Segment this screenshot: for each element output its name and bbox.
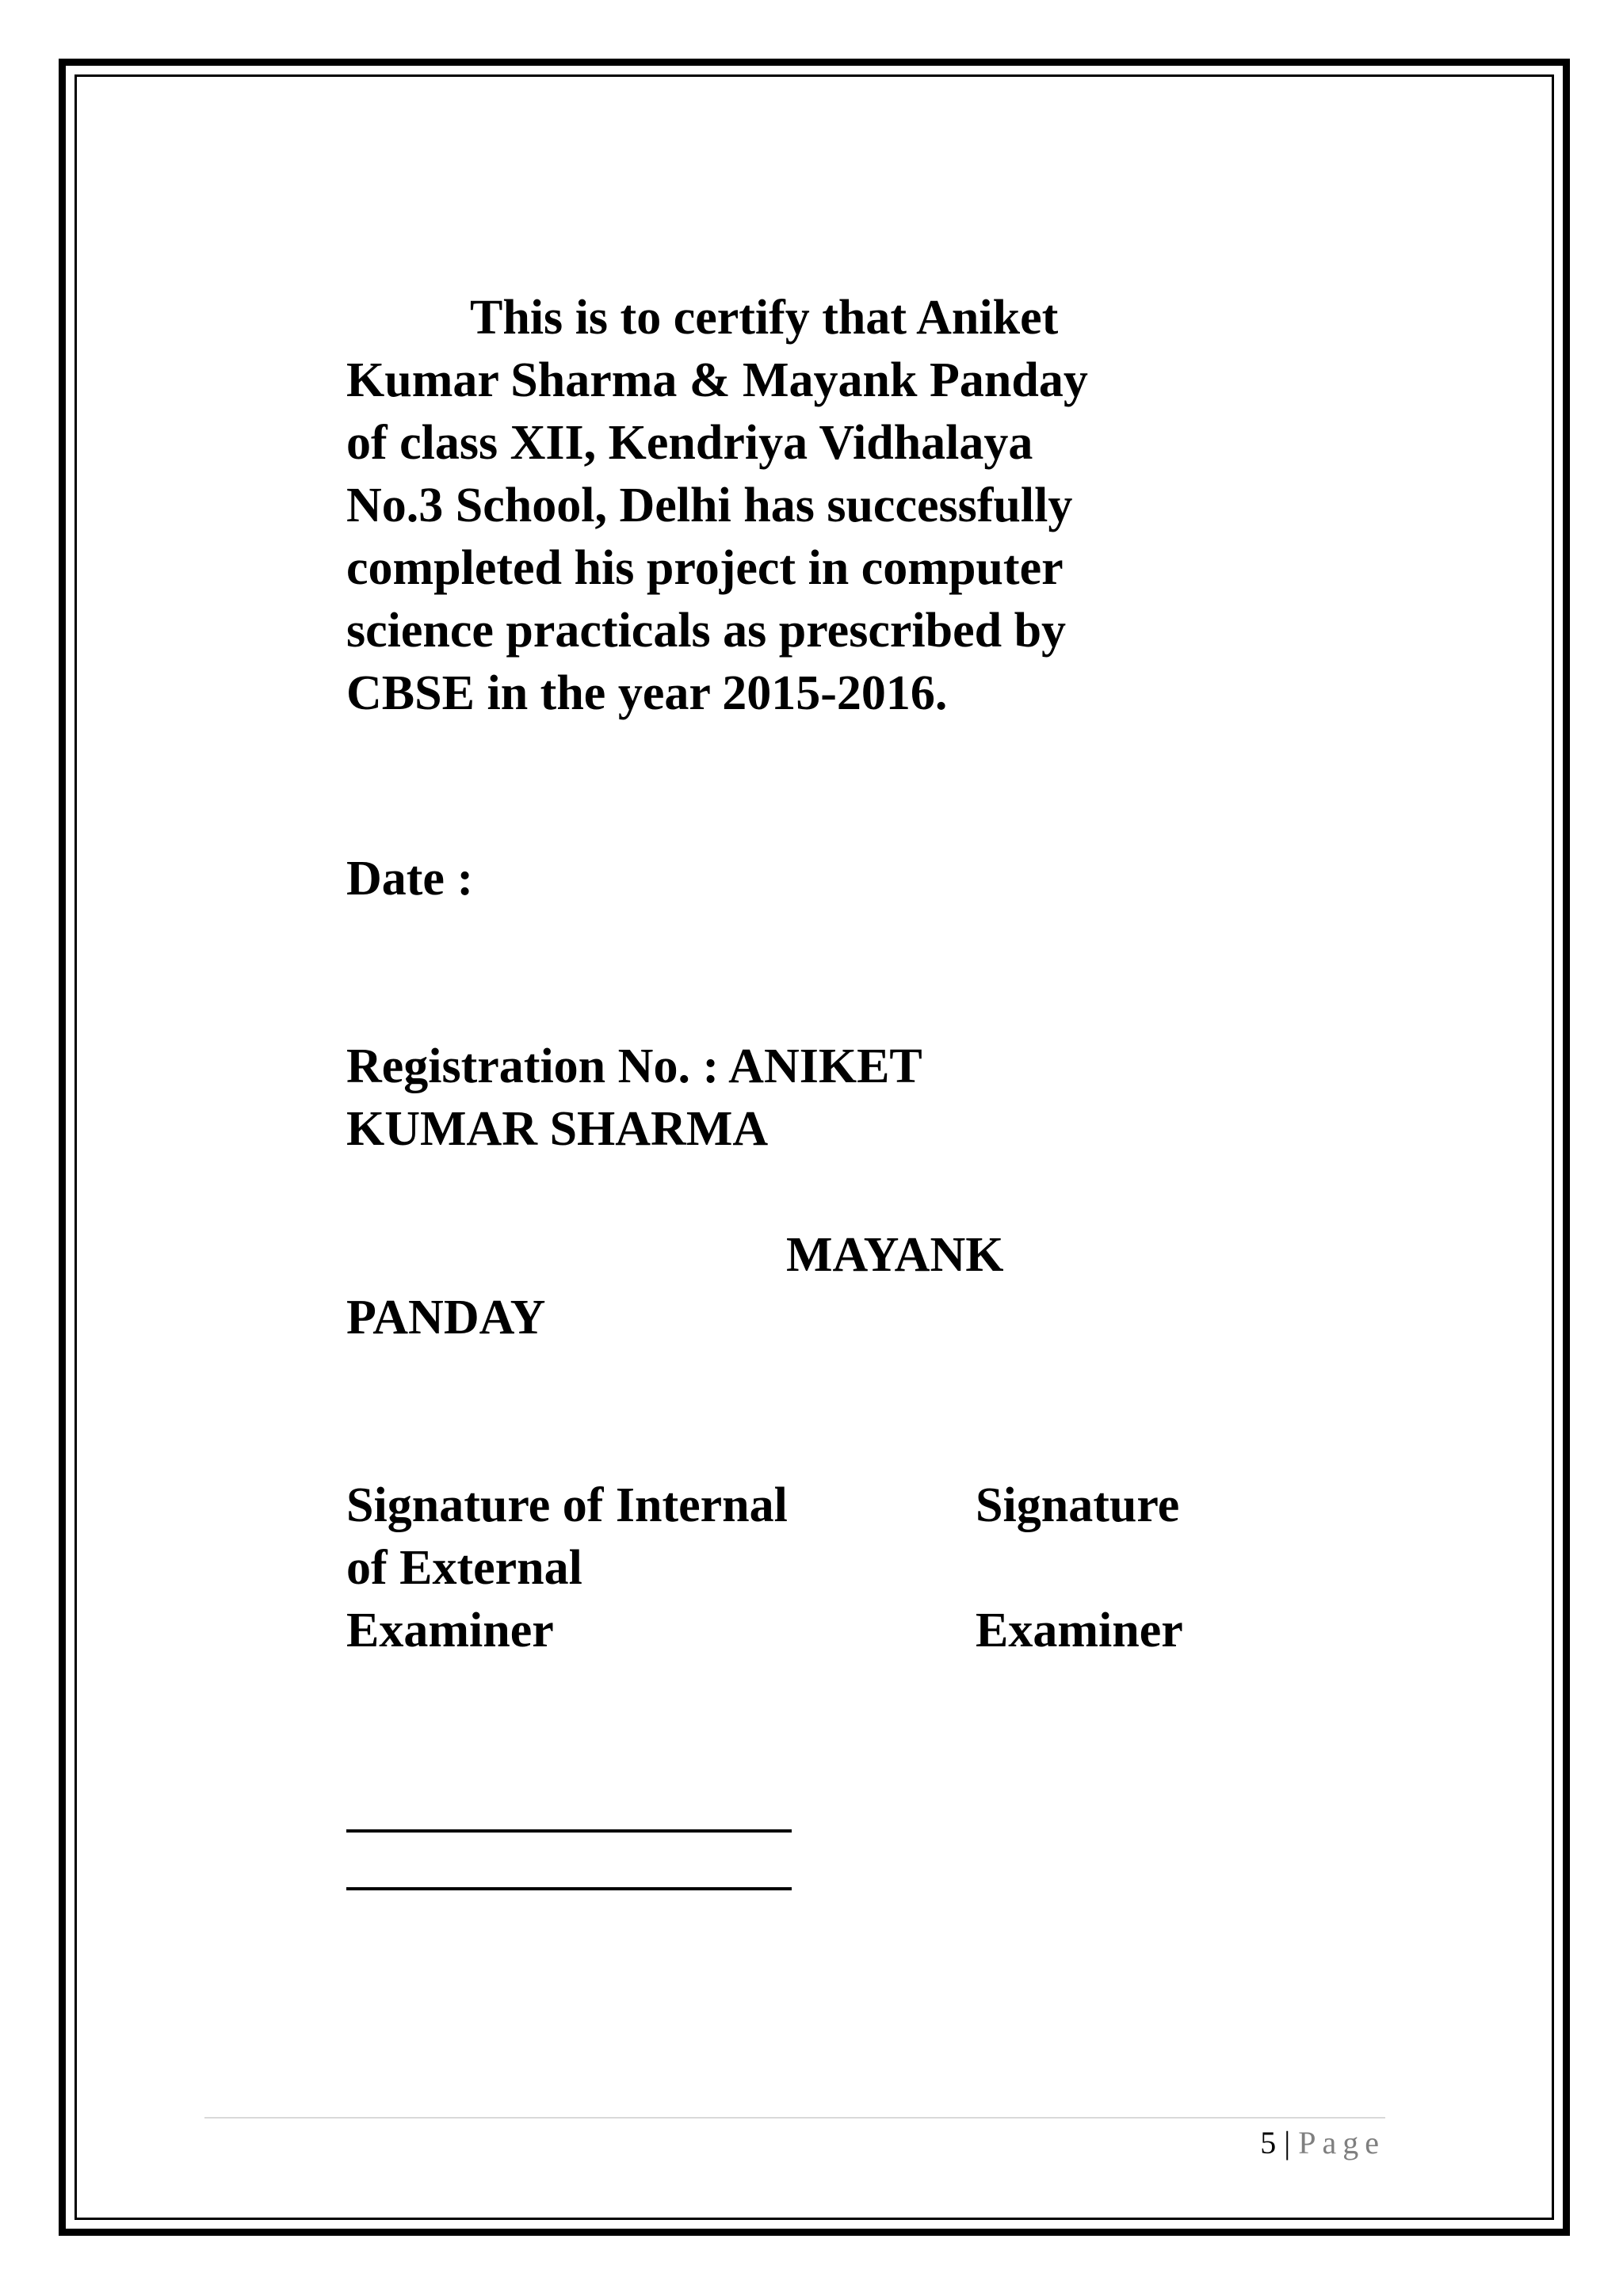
page-footer xyxy=(1260,2123,1385,2163)
registration-line-4: PANDAY xyxy=(346,1291,546,1344)
registration-line-2: KUMAR SHARMA xyxy=(346,1102,769,1156)
certificate-line: Kumar Sharma & Mayank Panday xyxy=(346,353,1088,407)
certificate-line: science practicals as prescribed by xyxy=(346,604,1067,658)
date-label: Date : xyxy=(346,852,474,906)
certificate-line: This is to certify that Aniket xyxy=(470,291,1059,345)
registration-line-3: MAYANK xyxy=(786,1228,1004,1282)
signature-line-1 xyxy=(346,1829,792,1833)
external-signature-label: Signature xyxy=(976,1478,1180,1532)
certificate-line: completed his project in computer xyxy=(346,541,1064,595)
page-number: 5 xyxy=(1260,2125,1277,2161)
registration-line-1: Registration No. : ANIKET xyxy=(346,1039,922,1093)
certificate-line: No.3 School, Delhi has successfully xyxy=(346,479,1073,532)
footer-separator: | xyxy=(1284,2125,1291,2161)
external-examiner-label: Examiner xyxy=(976,1604,1183,1657)
external-label-continued: of External xyxy=(346,1541,582,1595)
certificate-paragraph xyxy=(346,287,1258,725)
certificate-line: CBSE in the year 2015-2016. xyxy=(346,666,948,720)
certificate-line: of class XII, Kendriya Vidhalaya xyxy=(346,416,1033,470)
signature-line-2 xyxy=(346,1887,792,1890)
internal-examiner-label: Examiner xyxy=(346,1604,554,1657)
internal-signature-label: Signature of Internal xyxy=(346,1478,788,1532)
footer-rule xyxy=(204,2117,1385,2119)
page-word: Page xyxy=(1298,2125,1385,2161)
